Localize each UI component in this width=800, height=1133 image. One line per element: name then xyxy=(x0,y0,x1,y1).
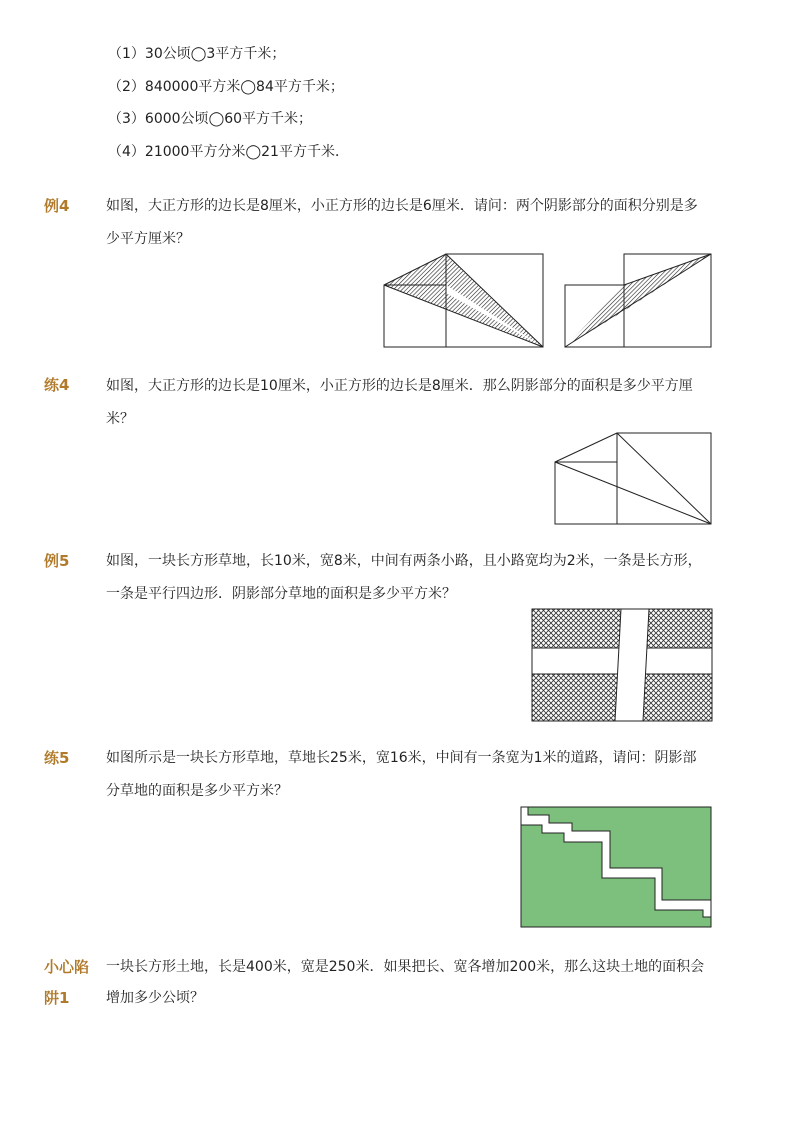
comparison-1-right: 3平方千米； xyxy=(206,46,286,62)
comparison-2-right: 84平方千米； xyxy=(256,79,344,95)
figure-li4-left xyxy=(383,253,548,351)
problem-text-line: 一条是平行四边形．阴影部分草地的面积是多少平方米？ xyxy=(106,586,456,602)
problem-text-line: 增加多少公顷？ xyxy=(106,990,204,1006)
small-square xyxy=(555,462,617,524)
compare-circle-icon: ◯ xyxy=(190,46,207,62)
comparison-1 xyxy=(108,44,285,64)
comparison-3-right: 60平方千米； xyxy=(224,111,313,127)
problem-text-line: 如图，一块长方形草地，长10米，宽8米，中间有两条小路，且小路宽均为2米，一条是长方形， xyxy=(106,553,702,569)
figure-li5 xyxy=(531,608,715,724)
problem-text-line: 如图所示是一块长方形草地，草地长25米，宽16米，中间有一条宽为1米的道路，请问：阴影部 xyxy=(106,750,697,766)
comparison-2 xyxy=(108,77,344,97)
problem-text-line: 少平方厘米？ xyxy=(106,231,190,247)
problem-label-lian4: 练4 xyxy=(44,376,70,394)
problem-label-lian5: 练5 xyxy=(44,749,70,767)
problem-text-line: 米？ xyxy=(106,411,134,427)
compare-circle-icon: ◯ xyxy=(240,79,257,95)
problem-text-line: 分草地的面积是多少平方米？ xyxy=(106,783,288,799)
shaded-region xyxy=(384,254,543,347)
problem-text-line: 一块长方形土地，长是400米，宽是250米．如果把长、宽各增加200米，那么这块土地的面积会 xyxy=(106,959,705,975)
problem-label-trap1 xyxy=(44,957,89,1008)
problem-text-line: 如图，大正方形的边长是10厘米，小正方形的边长是8厘米．那么阴影部分的面积是多少平方厘 xyxy=(106,378,693,394)
comparison-1-num: （1） xyxy=(108,46,145,62)
comparison-1-left: 30公顷 xyxy=(144,46,191,62)
figure-li4-right xyxy=(564,253,714,351)
problem-text-li4 xyxy=(106,196,698,249)
problem-text-lian5 xyxy=(106,748,697,801)
slanted-road xyxy=(615,609,649,721)
comparison-3-num: （3） xyxy=(108,111,145,127)
problem-label-li5: 例5 xyxy=(44,552,70,570)
problem-text-line: 如图，大正方形的边长是8厘米，小正方形的边长是6厘米．请问：两个阴影部分的面积分别是多 xyxy=(106,198,698,214)
comparison-4-left: 21000平方分米 xyxy=(144,144,246,160)
problem-label-li4: 例4 xyxy=(44,197,70,215)
compare-circle-icon: ◯ xyxy=(208,111,225,127)
comparison-4 xyxy=(108,142,349,162)
problem-label-line: 小心陷 xyxy=(44,958,90,976)
comparison-3 xyxy=(108,109,312,129)
comparison-2-num: （2） xyxy=(108,79,145,95)
compare-circle-icon: ◯ xyxy=(245,144,262,160)
problem-text-lian4 xyxy=(106,376,693,429)
problem-text-trap1 xyxy=(106,957,704,1008)
problem-text-li5 xyxy=(106,551,702,604)
problem-label-line: 阱1 xyxy=(44,989,70,1007)
comparison-2-left: 840000平方米 xyxy=(144,79,241,95)
figure-lian4 xyxy=(554,432,716,528)
comparison-4-right: 21平方千米． xyxy=(261,144,349,160)
comparison-3-left: 6000公顷 xyxy=(144,111,209,127)
comparison-4-num: （4） xyxy=(108,144,145,160)
figure-lian5 xyxy=(520,806,716,932)
